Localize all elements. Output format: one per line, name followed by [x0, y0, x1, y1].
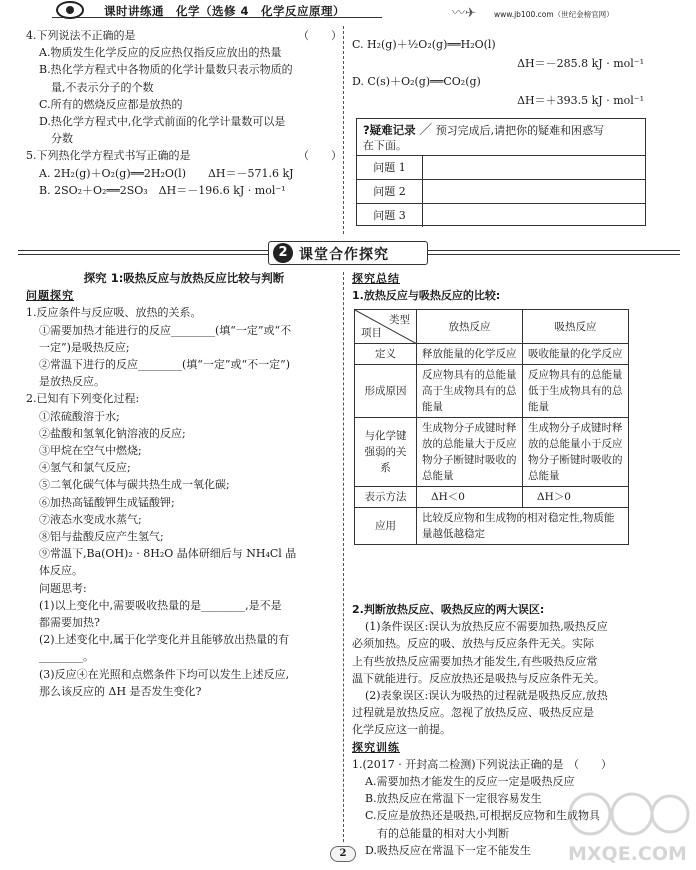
inquiry-line: ⑦液态水变成水蒸气; [39, 512, 142, 526]
summary-sub2: 2.判断放热反应、吸热反应的两大误区: [352, 603, 545, 616]
bird-icon: 〰✈ [452, 6, 476, 21]
practice-q1-option-d: D.吸热反应在常温下一定不能发生 [365, 843, 531, 857]
misconception-line: 过程就是放热反应。忽视了放热反应、吸热反应是 [352, 706, 594, 720]
doubt-row[interactable]: 问题 2 [357, 179, 645, 203]
misconception-line: (2)表象误区:误认为吸热的过程就是吸热反应,放热 [365, 689, 608, 703]
summary-sub1: 1.放热反应与吸热反应的比较: [352, 289, 501, 303]
table-row [355, 418, 629, 487]
inquiry-line: ________。 [39, 650, 94, 664]
doubt-header: ?疑难记录 ／ 预习完成后,请把你的疑难和困惑写 在下面。 [363, 123, 605, 152]
q5-stem: 5.下列热化学方程式书写正确的是 （ ） [26, 149, 342, 163]
cell-exothermic: 反应物具有的总能量高于生成物具有的总能量 [417, 365, 523, 418]
table-row [355, 508, 629, 545]
table-row [355, 487, 629, 508]
section-number-badge: 2 [273, 243, 293, 263]
cell-endothermic: 反应物具有的总能量低于生成物具有的总能量 [523, 365, 629, 418]
header-exothermic: 放热反应 [417, 310, 523, 344]
watermark-logo-icon [560, 786, 690, 866]
q5-option-b: B. 2SO₂＋O₂══2SO₃ ΔH＝－196.6 kJ · mol⁻¹ [39, 183, 286, 197]
row-label: 定义 [355, 344, 417, 365]
inquiry-line: ③甲烷在空气中燃烧; [39, 444, 142, 458]
inquiry-line: (1)以上变化中,需要吸收热量的是________,是不是 [39, 598, 282, 612]
inquiry-line: 体反应。 [39, 564, 83, 578]
q5-option-c: C. H₂(g)＋½O₂(g)══H₂O(l) [352, 38, 496, 51]
doubt-row[interactable]: 问题 3 [357, 203, 645, 227]
practice-q1-option-a: A.需要加热才能发生的反应一定是吸热反应 [365, 775, 575, 789]
cell-exothermic: ΔH＜0 [417, 487, 523, 508]
section-banner [0, 238, 696, 268]
book-logo-icon [56, 1, 84, 19]
column-divider-top [343, 26, 344, 234]
inquiry-line: ⑧铝与盐酸反应产生氢气; [39, 530, 164, 544]
q5-option-a: A. 2H₂(g)＋O₂(g)══2H₂O(l) ΔH＝－571.6 kJ [39, 166, 294, 180]
inquiry-line: 都需要加热? [39, 616, 100, 630]
inquiry-line: ②盐酸和氢氧化钠溶液的反应; [39, 426, 186, 440]
header-endothermic: 吸热反应 [523, 310, 629, 344]
table-row [355, 344, 629, 365]
page-number: 2 [330, 846, 356, 862]
right-top-options [352, 35, 652, 109]
q4-option-c: C.所有的燃烧反应都是放热的 [39, 97, 183, 111]
corner-item: 项目 [361, 327, 382, 339]
practice-q1-option-c-cont: 有的总能量的相对大小判断 [377, 826, 509, 840]
misconception-lines [352, 618, 652, 738]
column-divider-bottom [343, 272, 344, 842]
inquiry-line: ①需要加热才能进行的反应________(填“一定”或“不 [39, 323, 292, 337]
summary-tag: 探究总结 [352, 272, 400, 285]
cell-exothermic: 释放能量的化学反应 [417, 344, 523, 365]
q4-stem: 4.下列说法不正确的是 （ ） [26, 29, 342, 42]
cell-endothermic: 生成物分子成键时释放的总能量小于反应物分子断键时吸收的总能量 [523, 418, 629, 487]
header-site: www.jb100.com（世纪金榜官网） [494, 10, 614, 19]
cell-exothermic: 生成物分子成键时释放的总能量大于反应物分子断键时吸收的总能量 [417, 418, 523, 487]
inquiry-line: ④氢气和氯气反应; [39, 461, 131, 475]
misconception-line: 温下就能进行。反应放热还是吸热与反应条件无关。 [352, 671, 605, 685]
q5-option-c-dh: ΔH＝－285.8 kJ · mol⁻¹ [517, 57, 644, 70]
inquiry-lines [26, 304, 342, 700]
left-top-questions [26, 27, 342, 199]
row-label: 形成原因 [355, 365, 417, 418]
misconception-line: (1)条件误区:误认为放热反应不需要加热,吸热反应 [365, 620, 608, 634]
doubt-note-cont: 在下面。 [363, 139, 407, 152]
watermark-text: MXQE.COM [568, 843, 687, 865]
inquiry-line: 一定”)是吸热反应; [39, 340, 130, 354]
problem-tag: 问题探究 [26, 289, 74, 303]
practice-tag: 探究训练 [352, 740, 400, 754]
inquiry-line: (2)上述变化中,属于化学变化并且能够放出热量的有 [39, 633, 290, 647]
doubt-record-box [356, 118, 646, 226]
inquiry-line: (3)反应④在光照和点燃条件下均可以发生上述反应, [39, 667, 290, 681]
row-label: 应用 [355, 508, 417, 545]
inquiry-line: ⑥加热高锰酸钾生成锰酸钾; [39, 495, 175, 509]
page-header [0, 0, 696, 22]
q5-option-d: D. C(s)＋O₂(g)══CO₂(g) [352, 75, 481, 89]
row-label: 表示方法 [355, 487, 417, 508]
doubt-note: 预习完成后,请把你的疑难和困惑写 [435, 124, 605, 137]
table-row [355, 365, 629, 418]
header-title: 课时讲练通 化学（选修 4 化学反应原理） [104, 4, 346, 18]
inquiry-line: ⑤二氧化碳气体与碳共热生成一氧化碳; [39, 478, 230, 492]
corner-type: 类型 [389, 314, 410, 326]
inquiry-line: 1.反应条件与反应吸、放热的关系。 [26, 306, 202, 320]
practice-q1-option-b: B.放热反应在常温下一定很容易发生 [365, 792, 542, 806]
cell-application: 比较反应物和生成物的相对稳定性,物质能量越低越稳定 [417, 508, 629, 545]
q4-option-b-cont: 量,不表示分子的个数 [51, 80, 154, 94]
row-label: 与化学键强弱的关系 [355, 418, 417, 487]
table-header-row [355, 310, 629, 344]
q5-option-d-dh: ΔH＝＋393.5 kJ · mol⁻¹ [517, 94, 644, 108]
doubt-row[interactable]: 问题 1 [357, 155, 645, 179]
inquiry-line: 2.已知有下列变化过程: [26, 392, 140, 406]
inquiry-line: 那么该反应的 ΔH 是否发生变化? [39, 684, 202, 698]
inquiry-line: ⑨常温下,Ba(OH)₂ · 8H₂O 晶体研细后与 NH₄Cl 晶 [39, 547, 297, 561]
inquiry-left [26, 270, 342, 700]
practice-q1-stem: 1.(2017 · 开封高二检测)下列说法正确的是 （ ） [352, 757, 612, 771]
practice-q1-option-c: C.反应是放热还是吸热,可根据反应物和生成物具 [365, 809, 601, 823]
q4-option-a: A.物质发生化学反应的反应热仅指反应放出的热量 [39, 46, 282, 60]
doubt-badge: ?疑难记录 [363, 123, 416, 137]
q4-option-d: D.热化学方程式中,化学式前面的化学计量数可以是 [39, 115, 286, 129]
table-corner-cell [355, 310, 417, 344]
inquiry-line: 问题思考: [39, 581, 87, 595]
q4-option-b: B.热化学方程式中各物质的化学计量数只表示物质的 [39, 63, 293, 77]
misconception-line: 必须加热。反应的吸、放热与反应条件无关。实际 [352, 637, 594, 651]
inquiry-line: 是放热反应。 [39, 375, 105, 389]
section-title: 课堂合作探究 [299, 247, 389, 263]
inquiry-line: ②常温下进行的反应________(填“一定”或“不一定”) [39, 358, 291, 372]
cell-endothermic: 吸收能量的化学反应 [523, 344, 629, 365]
inquiry-title: 探究 1:吸热反应与放热反应比较与判断 [83, 271, 285, 285]
comparison-table [354, 309, 629, 545]
cell-endothermic: ΔH＞0 [523, 487, 629, 508]
summary-right [352, 270, 652, 304]
inquiry-line: ①浓硫酸溶于水; [39, 409, 120, 423]
q4-option-d-cont: 分数 [51, 132, 73, 146]
banner-box [268, 241, 428, 265]
misconception-line: 化学反应这一前提。 [352, 723, 451, 737]
misconception-line: 上有些放热反应需要加热才能发生,有些吸热反应常 [352, 654, 598, 668]
